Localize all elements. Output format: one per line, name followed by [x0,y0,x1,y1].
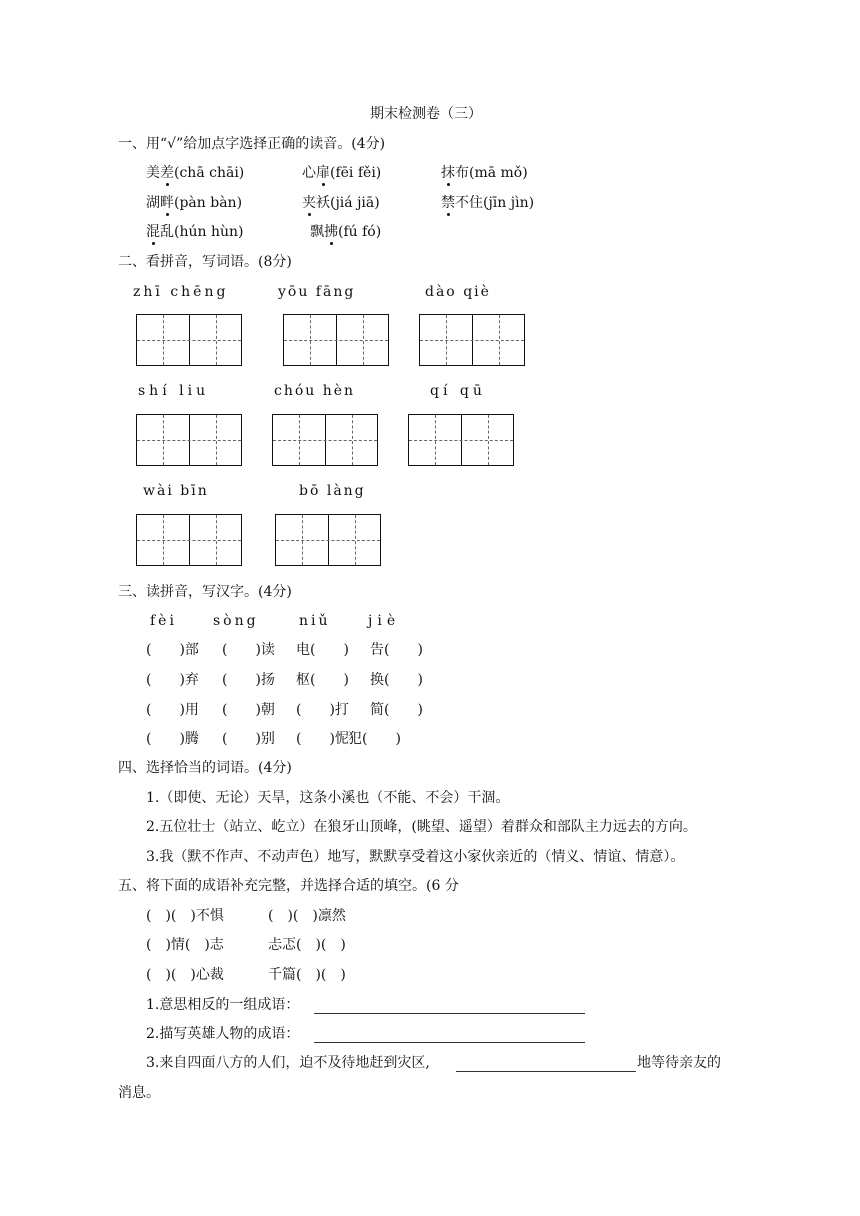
pinyin-header: jiè [368,613,401,629]
idiom-blank[interactable]: ( )( )不惧 [146,908,224,924]
reading-item: 混乱(hún hùn) [146,224,244,240]
fill-blank[interactable]: ( )用 [146,702,199,718]
section-1-heading: 一、用“√”给加点字选择正确的读音。(4分) [118,136,386,152]
pinyin-header: fèi [150,613,177,629]
fill-blank[interactable]: 电( ) [296,642,349,658]
writing-grid[interactable] [272,414,378,466]
reading-item: 抹布(mā mǒ) [441,165,528,181]
answer-line[interactable] [456,1071,636,1072]
pinyin-label: yōu fāng [278,284,356,300]
writing-grid[interactable] [419,314,525,366]
writing-grid[interactable] [408,414,514,466]
fill-question-3-end: 消息。 [118,1085,160,1101]
reading-item: 心扉(fēi fěi) [302,165,382,181]
fill-question-2: 2.描写英雄人物的成语： [146,1026,300,1042]
section-3-heading: 三、读拼音，写汉字。(4分) [118,584,292,600]
fill-blank[interactable]: ( )怩 [296,731,349,747]
fill-blank[interactable]: 简( ) [370,702,423,718]
idiom-blank[interactable]: 忐忑( )( ) [268,937,346,953]
pinyin-label: wài bīn [143,483,209,499]
section-4-heading: 四、选择恰当的词语。(4分) [118,760,292,776]
pinyin-header: niǔ [299,613,331,629]
fill-blank[interactable]: 告( ) [370,642,423,658]
fill-blank[interactable]: ( )别 [222,731,275,747]
fill-blank[interactable]: ( )扬 [222,672,275,688]
pinyin-label: shí liu [138,383,210,399]
idiom-blank[interactable]: ( )( )凛然 [268,908,346,924]
question-item: 1.（即使、无论）天旱，这条小溪也（不能、不会）干涸。 [146,790,510,806]
writing-grid[interactable] [275,514,381,566]
reading-item: 飘拂(fú fó) [310,224,382,240]
page-title: 期末检测卷（三） [370,106,482,122]
fill-blank[interactable]: ( )腾 [146,731,199,747]
fill-blank[interactable]: 换( ) [370,672,423,688]
fill-blank[interactable]: 枢( ) [296,672,349,688]
writing-grid[interactable] [136,314,242,366]
idiom-blank[interactable]: ( )( )心裁 [146,967,224,983]
section-5-heading: 五、将下面的成语补充完整，并选择合适的填空。(6 分 [118,878,459,894]
question-item: 2.五位壮士（站立、屹立）在狼牙山顶峰，(眺望、遥望）着群众和部队主力远去的方向。 [146,819,697,835]
answer-line[interactable] [314,1013,585,1014]
answer-line[interactable] [314,1042,585,1043]
writing-grid[interactable] [136,414,242,466]
fill-blank[interactable]: 犯( ) [348,731,401,747]
fill-question-1: 1.意思相反的一组成语： [146,997,300,1013]
fill-blank[interactable]: ( )弃 [146,672,199,688]
fill-question-3: 3.来自四面八方的人们，迫不及待地赶到灾区, [146,1055,430,1071]
question-item: 3.我（默不作声、不动声色）地写，默默享受着这小家伙亲近的（情义、情谊、情意）。 [146,849,685,865]
pinyin-header: sòng [213,613,259,629]
idiom-blank[interactable]: 千篇( )( ) [268,967,346,983]
fill-blank[interactable]: ( )读 [222,642,275,658]
writing-grid[interactable] [136,514,242,566]
fill-blank[interactable]: ( )朝 [222,702,275,718]
fill-blank[interactable]: ( )打 [296,702,349,718]
pinyin-label: zhī chēng [133,284,229,300]
fill-blank[interactable]: ( )部 [146,642,199,658]
pinyin-label: dào qiè [425,284,491,300]
reading-item: 美差(chā chāi) [146,165,245,181]
idiom-blank[interactable]: ( )情( )志 [146,937,224,953]
reading-item: 夹袄(jiá jiā) [302,195,380,211]
reading-item: 禁不住(jīn jìn) [441,195,535,211]
reading-item: 湖畔(pàn bàn) [146,195,243,211]
pinyin-label: bō làng [299,483,366,499]
section-2-heading: 二、看拼音，写词语。(8分) [118,254,292,270]
writing-grid[interactable] [283,314,389,366]
pinyin-label: chóu hèn [274,383,356,399]
pinyin-label: qí qū [430,383,486,399]
fill-question-3-tail: 地等待亲友的 [637,1055,721,1071]
